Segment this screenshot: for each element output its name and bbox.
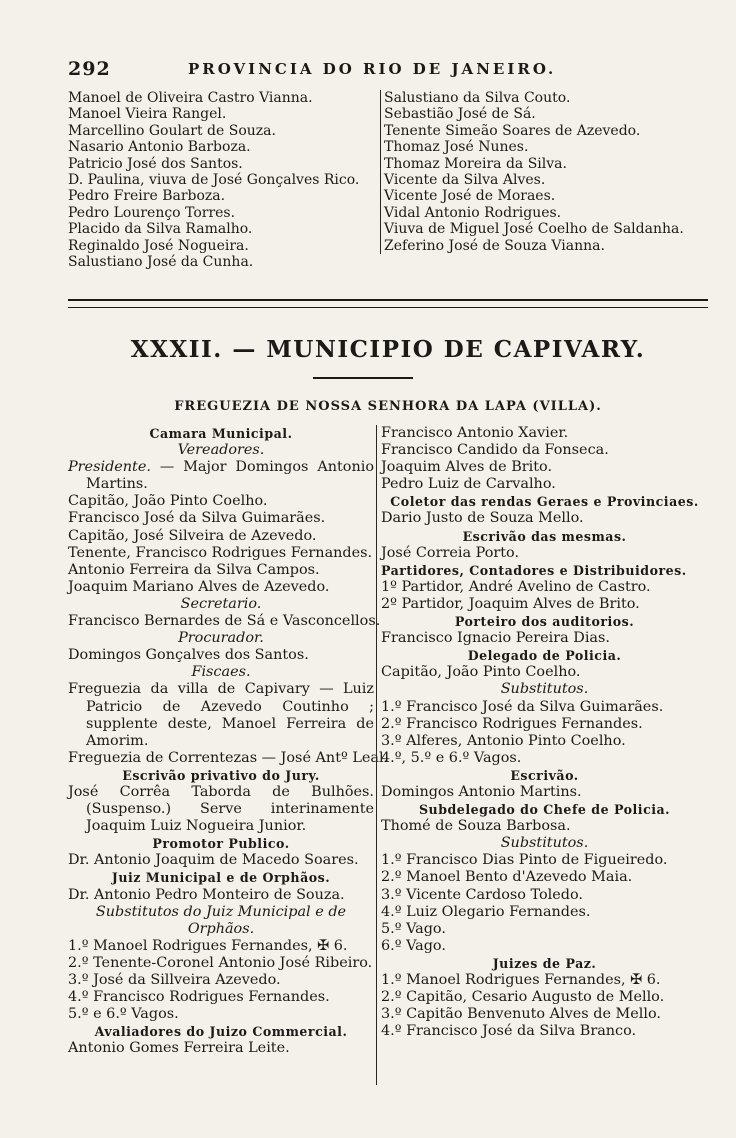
porteiro-entry: Francisco Ignacio Pereira Dias.	[381, 630, 610, 647]
vereador-item: Capitão, José Silveira de Azevedo.	[68, 527, 317, 544]
escrivao-jury-entry: José Corrêa Taborda de Bulhões. (Suspenso.) Serve interinamente Joaquim Luiz Nogueira Junior.	[68, 783, 374, 835]
vereador-item: Joaquim Mariano Alves de Azevedo.	[68, 578, 330, 595]
avaliadores-entry: Antonio Gomes Ferreira Leite.	[68, 1040, 290, 1057]
vereadores-heading: Vereadores.	[177, 442, 265, 459]
camara-heading: Camara Municipal.	[149, 426, 293, 441]
list-item: Zeferino José de Souza Vianna.	[384, 237, 605, 254]
presidente-entry	[68, 459, 374, 493]
delegado-substitutos-heading: Substitutos.	[500, 681, 589, 698]
section-title: XXXII. — MUNICIPIO DE CAPIVARY.	[130, 336, 646, 363]
delegado-substituto-item: 1.º Francisco José da Silva Guimarães.	[381, 698, 664, 715]
section-subtitle: FREGUEZIA DE NOSSA SENHORA DA LAPA (VILLA).	[174, 399, 602, 414]
juiz-paz-item: 1.º Manoel Rodrigues Fernandes, ✠ 6.	[381, 972, 661, 988]
fiscaes-heading: Fiscaes.	[191, 664, 251, 681]
vereador-item: Antonio Ferreira da Silva Campos.	[68, 561, 320, 578]
list-item: Viuva de Miguel José Coelho de Saldanha.	[384, 221, 684, 238]
juiz-paz-item: 2.º Capitão, Cesario Augusto de Mello.	[381, 989, 665, 1006]
list-item: Vicente da Silva Alves.	[384, 172, 546, 189]
avaliadores-heading: Avaliadores do Juizo Commercial.	[94, 1024, 348, 1040]
escrivao-heading: Escrivão.	[510, 767, 579, 783]
fiscal-entry: Freguezia da villa de Capivary — Luiz Patricio de Azevedo Coutinho ; supplente deste, Manoel Ferreira de Amorim.	[68, 681, 374, 749]
promotor-entry: Dr. Antonio Joaquim de Macedo Soares.	[68, 852, 359, 869]
list-item: Sebastião José de Sá.	[384, 106, 536, 123]
list-item: Thomaz José Nunes.	[384, 139, 529, 156]
subdelegado-substituto-item: 6.º Vago.	[381, 937, 446, 954]
section-divider	[68, 299, 708, 308]
juiz-municipal-heading: Juiz Municipal e de Orphãos.	[111, 870, 331, 886]
list-item: Vidal Antonio Rodrigues.	[384, 204, 562, 221]
subdelegado-entry: Thomé de Souza Barbosa.	[381, 818, 571, 835]
vereador-item: Joaquim Alves de Brito.	[381, 459, 553, 476]
left-column	[68, 425, 389, 1057]
subdelegado-substitutos-heading: Substitutos.	[500, 835, 589, 852]
page-number: 292	[68, 58, 111, 80]
substituto-item: 3.º José da Sillveira Azevedo.	[68, 972, 281, 988]
top-list-left	[68, 90, 359, 270]
delegado-substituto-item: 4.º, 5.º e 6.º Vagos.	[381, 749, 522, 766]
title-underline	[313, 377, 413, 379]
juiz-paz-item: 3.º Capitão Benvenuto Alves de Mello.	[381, 1006, 661, 1023]
partidor-item: 1º Partidor, André Avelino de Castro.	[381, 578, 651, 595]
vereador-item: Francisco Candido da Fonseca.	[381, 442, 609, 459]
list-item: Manoel de Oliveira Castro Vianna.	[68, 90, 313, 106]
list-item: Salustiano José da Cunha.	[68, 254, 254, 271]
juizes-paz-heading: Juizes de Paz.	[492, 955, 597, 971]
list-item: Thomaz Moreira da Silva.	[384, 155, 567, 172]
running-head: PROVINCIA DO RIO DE JANEIRO.	[188, 60, 557, 78]
subdelegado-substituto-item: 2.º Manoel Bento d'Azevedo Maia.	[381, 869, 633, 886]
delegado-heading: Delegado de Policia.	[467, 648, 622, 664]
subdelegado-substituto-item: 1.º Francisco Dias Pinto de Figueiredo.	[381, 852, 668, 869]
list-item: Salustiano da Silva Couto.	[384, 90, 571, 106]
secretario-heading: Secretario.	[180, 595, 262, 612]
escrivao-jury-heading: Escrivão privativo do Jury.	[122, 767, 320, 783]
vereador-item: Tenente, Francisco Rodrigues Fernandes.	[68, 544, 373, 561]
coletor-entry: Dario Justo de Souza Mello.	[381, 510, 584, 527]
substituto-item: 5.º e 6.º Vagos.	[68, 1006, 179, 1023]
vereador-item: Capitão, João Pinto Coelho.	[68, 493, 268, 510]
list-item: Vicente José de Moraes.	[384, 188, 556, 205]
porteiro-heading: Porteiro dos auditorios.	[454, 614, 635, 630]
page-header	[68, 58, 708, 80]
escrivao-entry: Domingos Antonio Martins.	[381, 783, 582, 800]
presidente-text: — Major Domingos Antonio Martins.	[86, 459, 374, 493]
list-item: Tenente Simeão Soares de Azevedo.	[384, 122, 641, 139]
juiz-paz-item: 4.º Francisco José da Silva Branco.	[381, 1023, 637, 1040]
list-item: Placido da Silva Ramalho.	[68, 221, 253, 238]
presidente-label: Presidente.	[68, 459, 151, 476]
procurador-heading: Procurador.	[178, 630, 264, 647]
list-item: Pedro Freire Barboza.	[68, 188, 226, 205]
procurador-entry: Domingos Gonçalves dos Santos.	[68, 647, 309, 664]
list-item: Manoel Vieira Rangel.	[68, 106, 227, 123]
list-item: Reginaldo José Nogueira.	[68, 237, 249, 254]
vereador-item: Francisco José da Silva Guimarães.	[68, 510, 326, 527]
fiscal-entry: Freguezia de Correntezas — José Antº Leal.	[68, 749, 389, 766]
list-item: Pedro Lourenço Torres.	[68, 204, 236, 221]
vereador-item: Pedro Luiz de Carvalho.	[381, 476, 556, 493]
subdelegado-substituto-item: 5.º Vago.	[381, 920, 446, 937]
list-item: Nasario Antonio Barboza.	[68, 139, 251, 156]
subdelegado-substituto-item: 3.º Vicente Cardoso Toledo.	[381, 886, 583, 903]
delegado-substituto-item: 2.º Francisco Rodrigues Fernandes.	[381, 715, 643, 732]
delegado-entry: Capitão, João Pinto Coelho.	[381, 664, 581, 681]
list-item: D. Paulina, viuva de José Gonçalves Rico.	[68, 172, 360, 189]
escrivao-mesmas-entry: José Correia Porto.	[381, 544, 520, 561]
coletor-heading: Coletor das rendas Geraes e Provinciaes.	[390, 494, 699, 510]
substituto-item: 4.º Francisco Rodrigues Fernandes.	[68, 989, 330, 1006]
substituto-item: 2.º Tenente-Coronel Antonio José Ribeiro.	[68, 954, 373, 971]
partidores-heading: Partidores, Contadores e Distribuidores.	[381, 562, 687, 578]
right-column	[376, 425, 708, 1085]
substituto-item: 1.º Manoel Rodrigues Fernandes, ✠ 6.	[68, 937, 348, 954]
list-item: Patricio José dos Santos.	[68, 155, 243, 172]
subdelegado-substituto-item: 4.º Luiz Olegario Fernandes.	[381, 903, 591, 920]
vereador-item: Francisco Antonio Xavier.	[381, 425, 569, 441]
delegado-substituto-item: 3.º Alferes, Antonio Pinto Coelho.	[381, 732, 626, 749]
top-list-right	[380, 90, 684, 254]
substitutos-heading: Substitutos do Juiz Municipal e de Orphãos.	[95, 903, 347, 937]
promotor-heading: Promotor Publico.	[152, 836, 290, 852]
juiz-municipal-entry: Dr. Antonio Pedro Monteiro de Souza.	[68, 886, 345, 903]
list-item: Marcellino Goulart de Souza.	[68, 122, 276, 139]
secretario-entry: Francisco Bernardes de Sá e Vasconcellos.	[68, 613, 381, 630]
partidor-item: 2º Partidor, Joaquim Alves de Brito.	[381, 595, 640, 612]
subdelegado-heading: Subdelegado do Chefe de Policia.	[418, 802, 671, 818]
escrivao-mesmas-heading: Escrivão das mesmas.	[462, 528, 627, 544]
